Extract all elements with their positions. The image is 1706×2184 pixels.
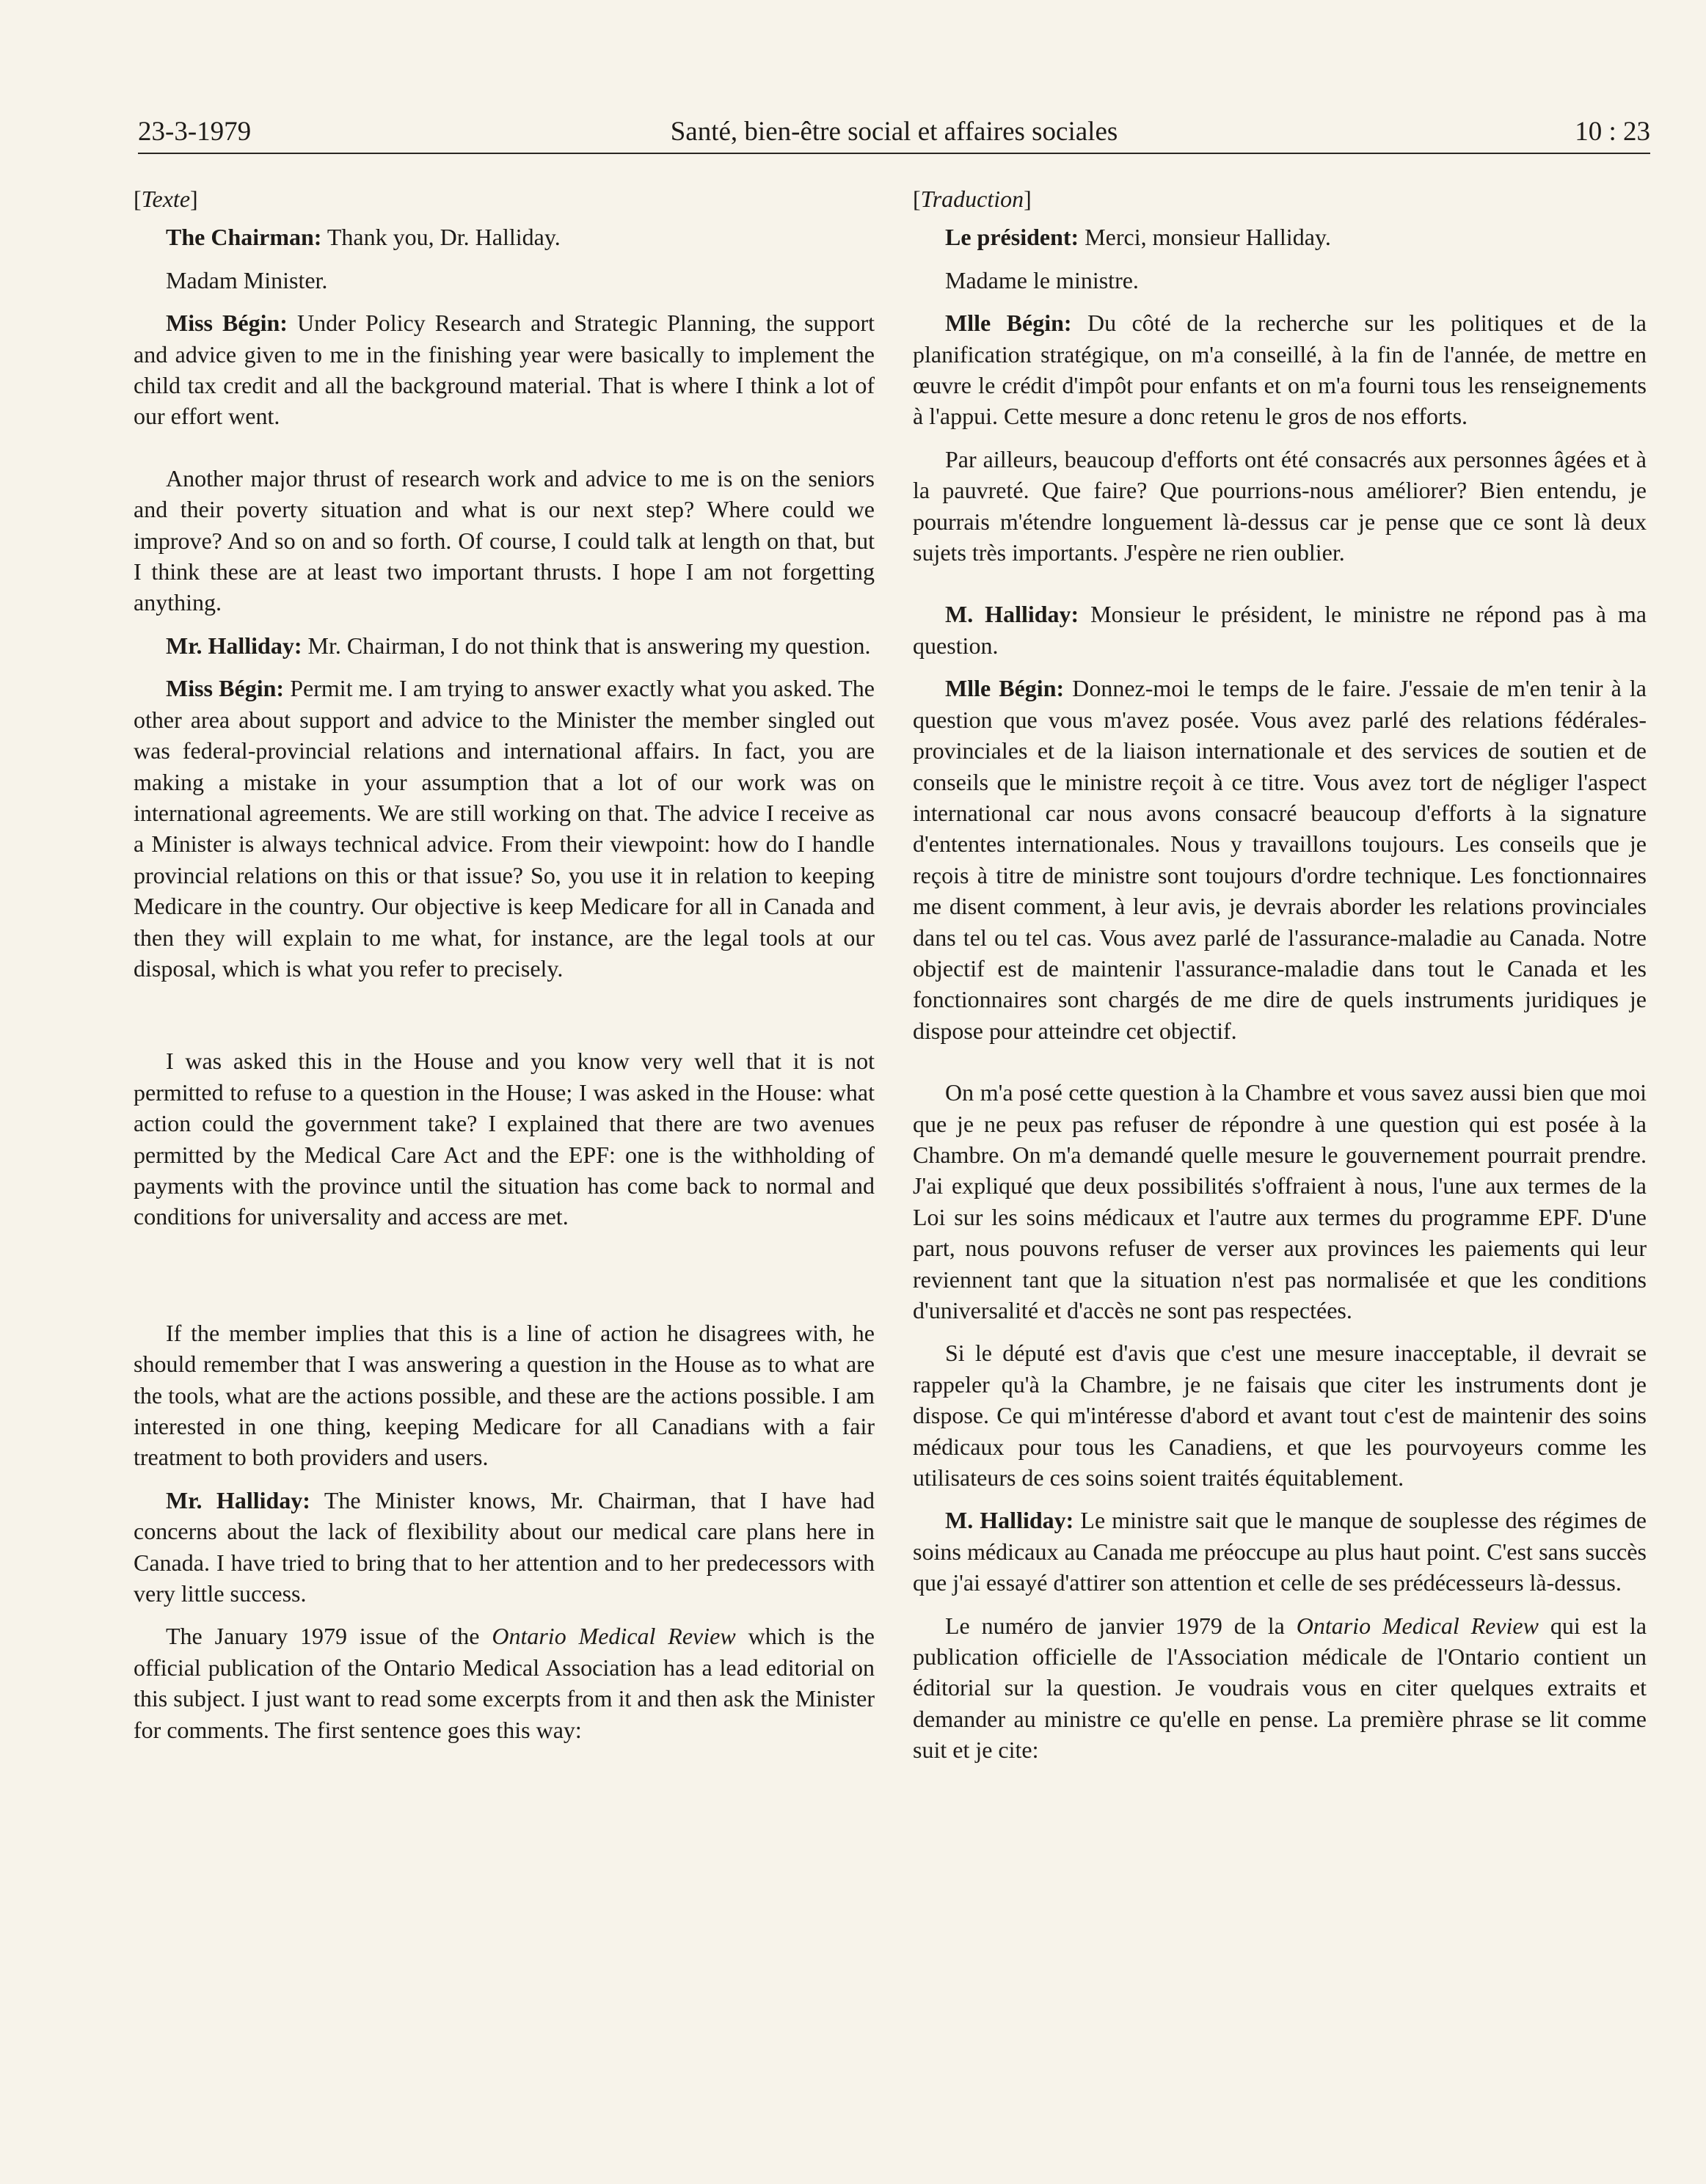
paragraph: If the member implies that this is a line of action he disagrees with, he should remember that I was answering a question in the House as to what are the tools, what are the actions possible, and these are the actions possible. I am interested in one thing, keeping Medicare for all Canadians with a fair treatment to both providers and users.: [134, 1319, 875, 1471]
speaker: Mr. Halliday:: [166, 1486, 310, 1513]
speaker: Miss Bégin:: [166, 310, 288, 337]
header-page-number: 10 : 23: [1575, 117, 1650, 147]
paragraph: The January 1979 issue of the Ontario Medical Review which is the official publication of the Ontario Medical Association has a lead editorial on this subject. I just want to read some excerpts from it and then ask the Minister for comments. The first sentence goes this way:: [134, 1623, 875, 1743]
paragraph: Mlle Bégin: Du côté de la recherche sur les politiques et de la planification stratégique, on m'a conseillé, à la fin de l'année, de mettre en œuvre le crédit d'impôt pour enfants et on m'a fourni tous les renseignements à l'appui. Cette mesure a donc retenu le gros de nos efforts.: [913, 310, 1647, 430]
paragraph: I was asked this in the House and you know very well that it is not permitted to refuse to a question in the House; I was asked in the House: what action could the government take? I explained that there are two avenues permitted by the Medical Care Act and the EPF: one is the withholding of payments with the province until the situation has come back to normal and conditions for universality and access are met.: [134, 1048, 875, 1230]
paragraph: Miss Bégin: Permit me. I am trying to answer exactly what you asked. The other area about support and advice to the Minister the member singled out was federal-provincial relations and international affairs. In fact, you are making a mistake in your assumption that a lot of our work was on international agreements. We are still working on that. The advice I receive as a Minister is always technical advice. From their viewpoint: how do I handle provincial relations on this or that issue? So, you use it in relation to keeping Medicare in the country. Our objective is keep Medicare for all in Canada and then they will explain to me what, for instance, are the legal tools at our disposal, which is what you refer to precisely.: [134, 675, 875, 982]
speaker: Mlle Bégin:: [945, 675, 1065, 702]
speaker: M. Halliday:: [945, 601, 1079, 628]
paragraph: Mr. Halliday: Mr. Chairman, I do not think that is answering my question.: [166, 632, 871, 659]
speaker: Miss Bégin:: [166, 675, 285, 702]
publication-title: Ontario Medical Review: [492, 1623, 736, 1650]
paragraph: Mr. Halliday: The Minister knows, Mr. Chairman, that I have had concerns about the lack of flexibility about our medical care plans here in Canada. I have tried to bring that to her attention and to her predecessors with very little success.: [134, 1486, 875, 1607]
speaker: M. Halliday:: [945, 1507, 1074, 1534]
paragraph: M. Halliday: Le ministre sait que le manque de souplesse des régimes de soins médicaux au Canada me préoccupe au plus haut point. C'est sans succès que j'ai essayé d'attirer son attention et celle de ses prédécesseurs là-dessus.: [913, 1507, 1647, 1596]
paragraph: Le président: Merci, monsieur Halliday.: [945, 224, 1331, 251]
publication-title: Ontario Medical Review: [1296, 1612, 1539, 1639]
speaker: Mr. Halliday:: [166, 632, 302, 659]
paragraph: Madame le ministre.: [945, 266, 1139, 293]
column-label: [Texte]: [134, 186, 198, 212]
paragraph: M. Halliday: Monsieur le président, le ministre ne répond pas à ma question.: [913, 601, 1647, 659]
paragraph: Par ailleurs, beaucoup d'efforts ont été consacrés aux personnes âgées et à la pauvreté. Que faire? Que pourrions-nous améliorer? Bien entendu, je pourrais m'étendre longuement là-dessus car je pense que ce sont là deux sujets très importants. J'espère ne rien oublier.: [913, 445, 1647, 566]
paragraph: Le numéro de janvier 1979 de la Ontario Medical Review qui est la publication officielle de l'Association médicale de l'Ontario contient un éditorial sur la question. Je voudrais vous en citer quelques extraits et demander au ministre ce qu'elle en pense. La première phrase se lit comme suit et je cite:: [913, 1612, 1647, 1764]
paragraph: Si le député est d'avis que c'est une mesure inacceptable, il devrait se rappeler qu'à la Chambre, je ne faisais que citer les instruments dont je dispose. Ce qui m'intéresse d'abord et avant tout c'est de maintenir des soins médicaux pour tous les Canadiens, et que les pourvoyeurs comme les utilisateurs de ces soins soient traités équitablement.: [913, 1340, 1647, 1491]
paragraph: Madam Minister.: [166, 266, 328, 293]
column-label: [Traduction]: [913, 186, 1032, 212]
speaker: The Chairman:: [166, 224, 322, 251]
header-date: 23-3-1979: [138, 117, 252, 147]
paragraph: Mlle Bégin: Donnez-moi le temps de le faire. J'essaie de m'en tenir à la question que vous m'avez posée. Vous avez parlé des relations fédérales-provinciales et de la liaison internationale et des services de soutien et de conseils que le ministre reçoit à ce titre. Vous avez tort de négliger l'aspect international car nous avons consacré beaucoup d'efforts à la signature d'ententes internationales. Nous y travaillons toujours. Les conseils que je reçois à titre de ministre sont toujours d'ordre technique. Les fonctionnaires me disent comment, à leur avis, je devrais aborder les relations provinciales dans tel ou tel cas. Vous avez parlé de l'assurance-maladie au Canada. Notre objectif est de maintenir l'assurance-maladie dans tout le Canada et les fonctionnaires sont chargés de me dire de quels instruments juridiques je dispose pour atteindre cet objectif.: [913, 675, 1647, 1044]
speaker: Le président:: [945, 224, 1079, 251]
english-column: [134, 183, 875, 1757]
paragraph: On m'a posé cette question à la Chambre et vous savez aussi bien que moi que je ne peux pas refuser de répondre à une question qui est posée à la Chambre. On m'a demandé quelle mesure le gouvernement pourrait prendre. J'ai expliqué que deux possibilités s'offraient à nous, l'une aux termes de la Loi sur les soins médicaux et l'autre aux termes du programme EPF. D'une part, nous pouvons refuser de verser aux provinces les paiements qui leur reviennent tant que la situation n'est pas normalisée et que les conditions d'universalité et d'accès ne sont pas respectées.: [913, 1079, 1647, 1323]
speaker: Mlle Bégin:: [945, 310, 1072, 337]
paragraph: Another major thrust of research work and advice to me is on the seniors and their poverty situation and what is our next step? Where could we improve? And so on and so forth. Of course, I could talk at length on that, but I think these are at least two important thrusts. I hope I am not forgetting anything.: [134, 464, 875, 616]
header-title: Santé, bien-être social et affaires sociales: [670, 117, 1118, 147]
paragraph: Miss Bégin: Under Policy Research and Strategic Planning, the support and advice given to me in the finishing year were basically to implement the child tax credit and all the background material. That is where I think a lot of our effort went.: [134, 310, 875, 430]
page-header: [138, 112, 1650, 154]
paragraph: The Chairman: Thank you, Dr. Halliday.: [166, 224, 561, 251]
french-column: [913, 183, 1647, 1778]
